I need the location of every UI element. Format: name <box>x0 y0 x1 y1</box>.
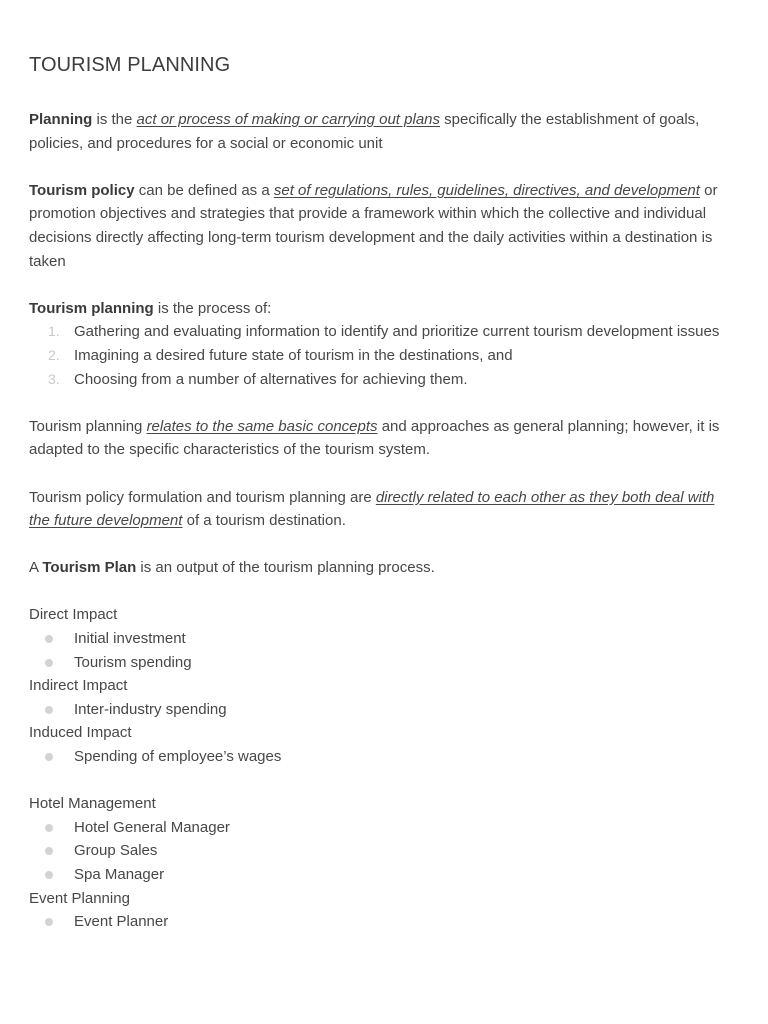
planning-definition <box>29 108 738 155</box>
career-items <box>29 910 738 934</box>
process-term: Tourism planning <box>29 299 154 317</box>
policy-highlight: set of regulations, rules, guidelines, directives, and development <box>273 181 700 199</box>
list-item <box>29 745 738 769</box>
list-item-text: Group Sales <box>74 842 158 860</box>
plan-term: Tourism Plan <box>42 559 137 577</box>
impacts-section <box>29 603 738 768</box>
step-number: 2. <box>48 346 60 363</box>
plan-text-2: is an output of the tourism planning process. <box>136 559 435 577</box>
careers-section <box>29 792 738 934</box>
list-item-text: Spending of employee’s wages <box>74 748 282 766</box>
list-item <box>29 627 738 651</box>
impact-category: Direct Impact <box>29 606 118 624</box>
concepts-text-1: Tourism planning <box>29 417 147 435</box>
list-item-text: Hotel General Manager <box>74 818 230 836</box>
formulation-text-2: of a tourism destination. <box>182 512 346 530</box>
planning-term: Planning <box>29 111 93 128</box>
bullet-icon <box>45 706 53 714</box>
list-item <box>29 698 738 722</box>
formulation-paragraph <box>29 486 738 533</box>
planning-text-1: is the <box>92 111 137 128</box>
step-text: Imagining a desired future state of tourism in the destinations, and <box>74 346 513 364</box>
list-item-text: Inter-industry spending <box>74 700 227 718</box>
step-number: 1. <box>48 323 60 340</box>
step-text: Choosing from a number of alternatives for achieving them. <box>74 370 468 388</box>
list-item-text: Spa Manager <box>74 866 165 883</box>
career-category: Event Planning <box>29 889 130 907</box>
impact-items <box>29 627 738 674</box>
process-intro <box>29 297 738 321</box>
concepts-text-2: and approaches as general planning; however, it is adapted to the specific characteristics of the tourism system. <box>29 417 720 459</box>
list-item <box>29 816 738 840</box>
concepts-paragraph <box>29 415 738 462</box>
concepts-highlight: relates to the same basic concepts <box>146 417 378 435</box>
list-item <box>29 863 738 887</box>
bullet-icon <box>45 918 53 926</box>
career-category: Hotel Management <box>29 795 156 813</box>
career-items <box>29 816 738 887</box>
formulation-text-1: Tourism policy formulation and tourism planning are <box>29 488 376 506</box>
plan-text-1: A <box>29 559 43 577</box>
impact-items <box>29 698 738 722</box>
bullet-icon <box>45 659 53 667</box>
step-text: Gathering and evaluating information to identify and prioritize current tourism development issues <box>74 323 720 341</box>
page-title: TOURISM PLANNING <box>29 54 231 76</box>
list-item-text: Initial investment <box>74 630 186 648</box>
process-step <box>29 368 738 392</box>
bullet-icon <box>45 847 53 855</box>
process-steps-list <box>29 320 738 391</box>
policy-text-2: or promotion objectives and strategies that provide a framework within which the collective and individual decisions directly affecting long-term tourism development and the daily activities within a destination is taken <box>29 181 718 270</box>
policy-term: Tourism policy <box>29 181 135 199</box>
list-item <box>29 839 738 863</box>
list-item <box>29 910 738 934</box>
list-item <box>29 651 738 675</box>
policy-definition <box>29 179 738 273</box>
process-step <box>29 344 738 368</box>
list-item-text: Event Planner <box>74 913 169 931</box>
impact-category: Induced Impact <box>29 724 132 742</box>
planning-text-2: specifically the establishment of goals, policies, and procedures for a social or economic unit <box>29 111 700 152</box>
step-number: 3. <box>48 370 60 387</box>
plan-paragraph <box>29 556 738 580</box>
formulation-highlight: directly related to each other as they both deal with the future development <box>29 488 715 530</box>
process-text: is the process of: <box>153 299 272 317</box>
planning-highlight: act or process of making or carrying out plans <box>136 111 441 128</box>
impact-category: Indirect Impact <box>29 677 128 695</box>
bullet-icon <box>45 824 53 832</box>
process-step <box>29 320 738 344</box>
impact-items <box>29 745 738 769</box>
policy-text-1: can be defined as a <box>134 181 274 199</box>
list-item-text: Tourism spending <box>74 653 192 671</box>
bullet-icon <box>45 871 53 879</box>
bullet-icon <box>45 635 53 643</box>
bullet-icon <box>45 753 53 761</box>
